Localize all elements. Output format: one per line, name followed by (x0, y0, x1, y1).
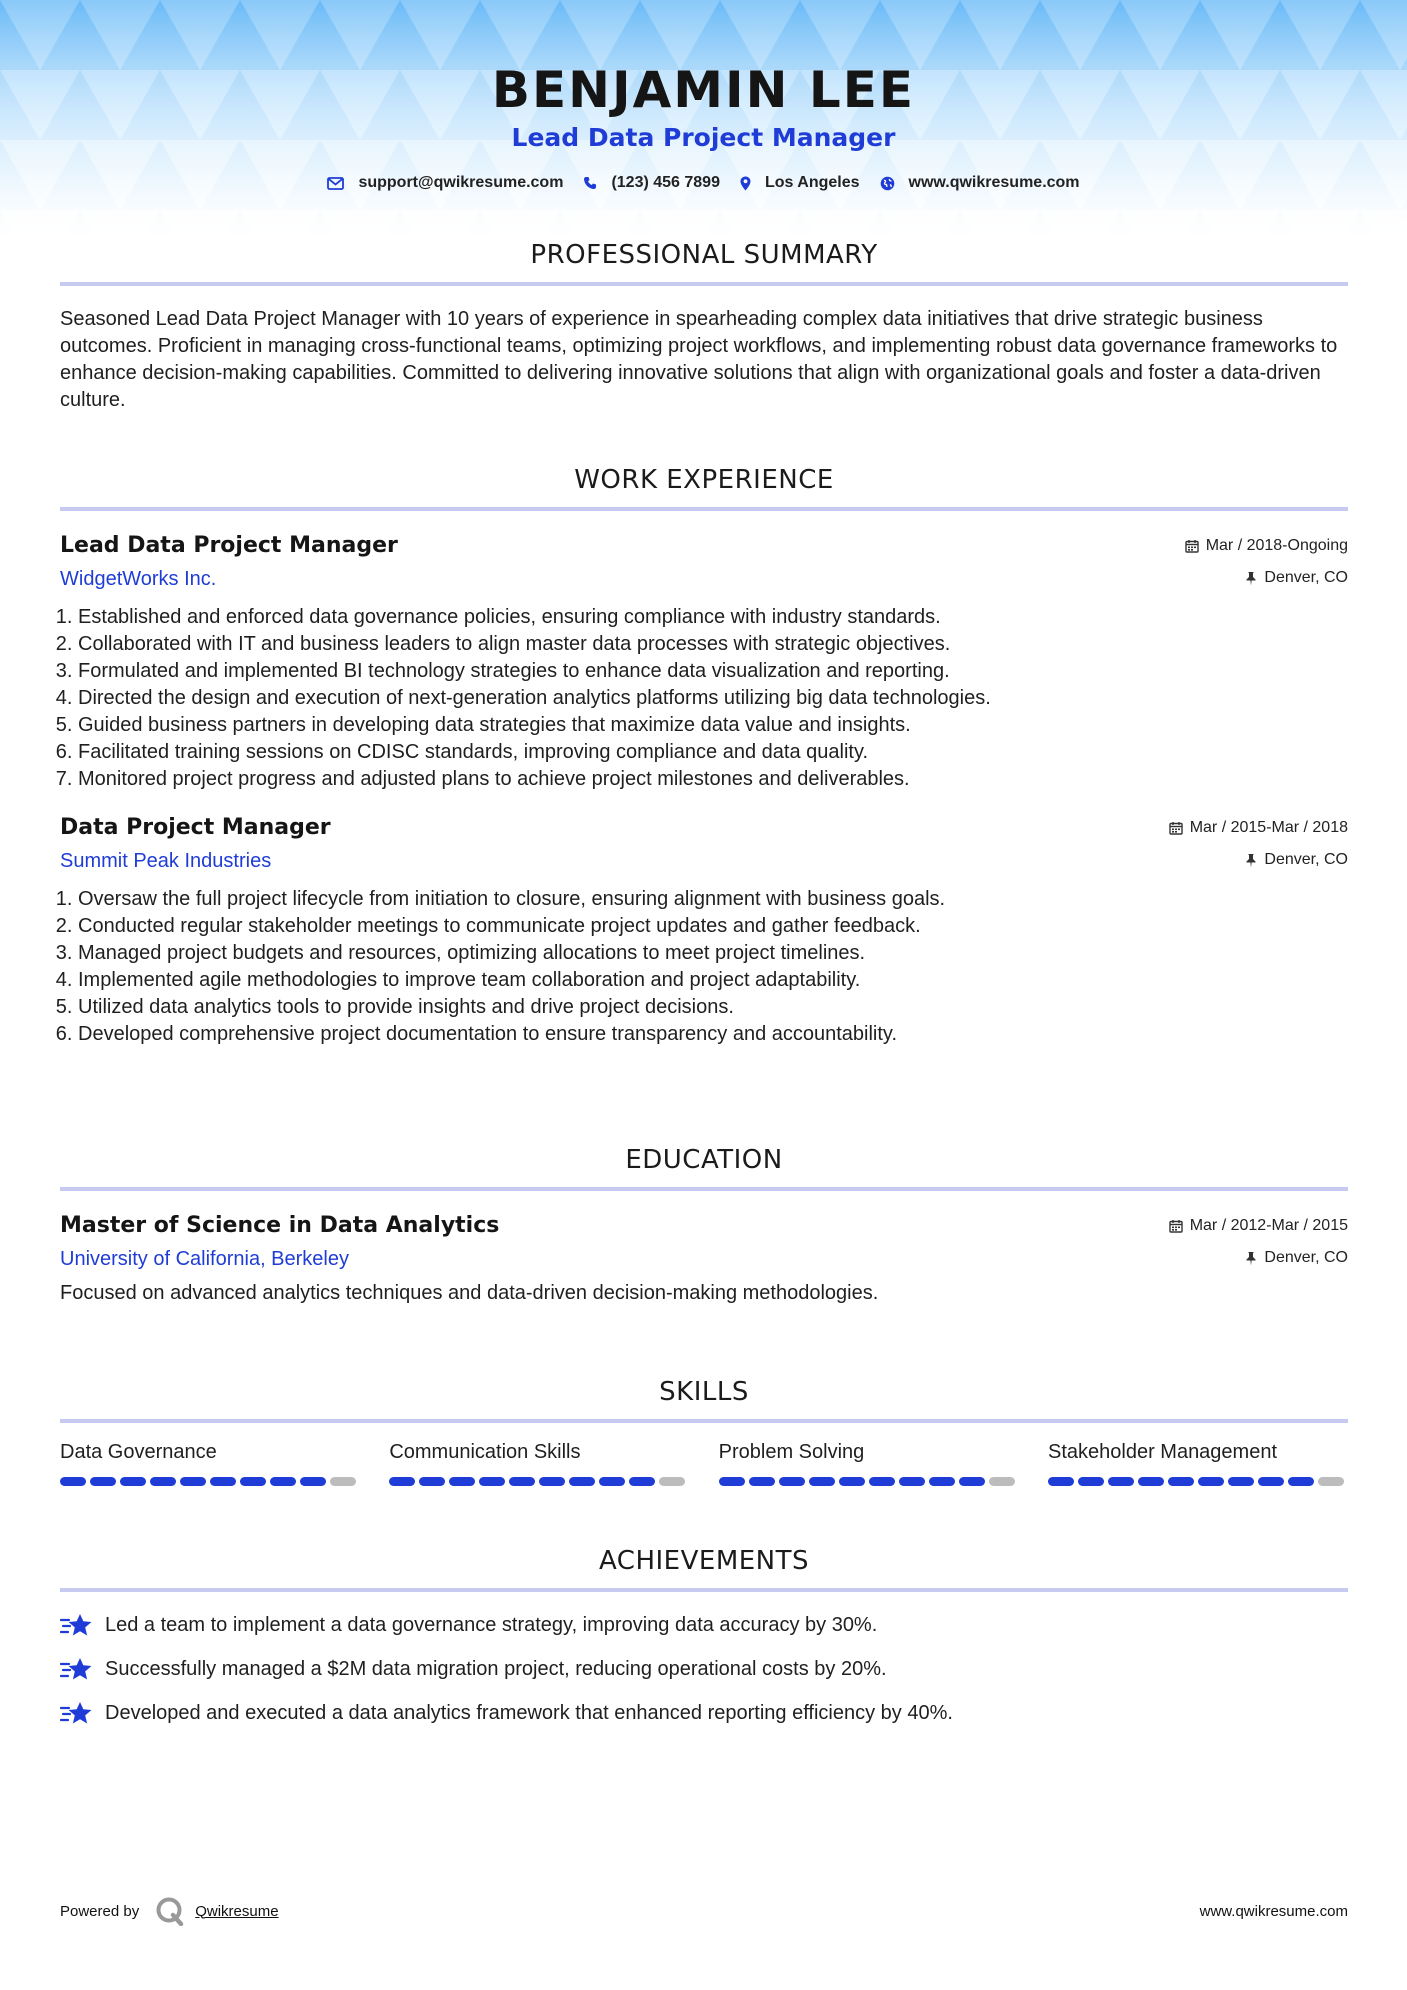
company-name: Summit Peak Industries (60, 850, 272, 872)
powered-by-label: Powered by (60, 1902, 140, 1920)
skill-item (1048, 1439, 1348, 1486)
skill-rating-segment (300, 1477, 326, 1486)
phone-icon (583, 176, 597, 190)
skills-heading: SKILLS (659, 1377, 749, 1407)
skill-rating (389, 1477, 689, 1486)
globe-icon (880, 176, 895, 191)
skill-name: Data Governance (60, 1441, 217, 1463)
skill-rating-segment (659, 1477, 685, 1486)
calendar-icon (1169, 821, 1183, 835)
school-name: University of California, Berkeley (60, 1248, 349, 1270)
pushpin-icon (1245, 853, 1257, 868)
skill-rating-segment (929, 1477, 955, 1486)
list-item: 1. Oversaw the full project lifecycle from initiation to closure, ensuring alignment with business goals. (78, 886, 1348, 913)
job-location (1245, 569, 1348, 587)
achievements-list (60, 1612, 1348, 1727)
map-pin-icon (740, 176, 751, 191)
email-text: support@qwikresume.com (358, 174, 564, 191)
job-entry (60, 531, 1348, 793)
skill-rating-segment (719, 1477, 745, 1486)
skill-rating-segment (419, 1477, 445, 1486)
skill-rating-segment (120, 1477, 146, 1486)
skill-rating (60, 1477, 360, 1486)
skill-rating-segment (60, 1477, 86, 1486)
achievement-item (60, 1656, 1348, 1683)
skill-rating-segment (240, 1477, 266, 1486)
skill-name: Communication Skills (389, 1441, 581, 1463)
skill-name: Problem Solving (718, 1441, 865, 1463)
star-icon (60, 1700, 93, 1727)
contact-phone[interactable] (583, 174, 720, 192)
achievement-text: Developed and executed a data analytics framework that enhanced reporting efficiency by 40%. (105, 1702, 953, 1724)
education-header (60, 1211, 1348, 1272)
list-item: 6. Facilitated training sessions on CDISC standards, improving compliance and data quality. (78, 739, 1348, 766)
job-entry (60, 813, 1348, 1048)
candidate-name: BENJAMIN LEE (491, 61, 916, 119)
education-description: Focused on advanced analytics techniques and data-driven decision-making methodologies. (60, 1282, 879, 1304)
skill-rating-segment (1228, 1477, 1254, 1486)
job-bullets (60, 604, 1348, 793)
section-divider (60, 1588, 1348, 1592)
envelope-icon (327, 177, 344, 190)
contact-email[interactable] (327, 174, 563, 192)
location-text: Los Angeles (764, 174, 860, 191)
contact-website[interactable] (880, 174, 1080, 192)
candidate-title: Lead Data Project Manager (511, 123, 896, 152)
list-item: 4. Directed the design and execution of next-generation analytics platforms utilizing big data technologies. (78, 685, 1348, 712)
skill-name: Stakeholder Management (1047, 1441, 1278, 1463)
section-divider (60, 507, 1348, 511)
summary-heading: PROFESSIONAL SUMMARY (530, 240, 878, 270)
skill-rating-segment (599, 1477, 625, 1486)
skill-rating-segment (1288, 1477, 1314, 1486)
achievements-heading: ACHIEVEMENTS (598, 1546, 810, 1576)
skill-rating-segment (1138, 1477, 1164, 1486)
achievement-text: Led a team to implement a data governance strategy, improving data accuracy by 30%. (105, 1614, 878, 1636)
job-location-text: Denver, CO (1264, 569, 1348, 586)
skill-rating-segment (330, 1477, 356, 1486)
powered-by (60, 1896, 279, 1926)
education-dates-text: Mar / 2012-Mar / 2015 (1189, 1217, 1348, 1234)
phone-text: (123) 456 7899 (611, 174, 720, 191)
list-item: 5. Guided business partners in developing data strategies that maximize data value and insights. (78, 712, 1348, 739)
section-divider (60, 282, 1348, 286)
skill-rating-segment (1048, 1477, 1074, 1486)
skill-rating-segment (1318, 1477, 1344, 1486)
list-item: 3. Formulated and implemented BI technology strategies to enhance data visualization and reporting. (78, 658, 1348, 685)
list-item: 7. Monitored project progress and adjusted plans to achieve project milestones and deliverables. (78, 766, 1348, 793)
education-location-text: Denver, CO (1264, 1249, 1348, 1266)
skill-item (60, 1439, 360, 1486)
list-item: 4. Implemented agile methodologies to improve team collaboration and project adaptability. (78, 967, 1348, 994)
section-divider (60, 1419, 1348, 1423)
skills-section (60, 1375, 1348, 1486)
contact-bar (0, 174, 1407, 192)
skill-rating-segment (389, 1477, 415, 1486)
list-item: 1. Established and enforced data governance policies, ensuring compliance with industry standards. (78, 604, 1348, 631)
experience-section (60, 463, 1348, 1048)
pushpin-icon (1245, 1251, 1257, 1266)
brand-link[interactable]: Qwikresume (195, 1902, 279, 1920)
job-dates-text: Mar / 2018-Ongoing (1205, 537, 1348, 554)
list-item: 3. Managed project budgets and resources, optimizing allocations to meet project timelines. (78, 940, 1348, 967)
contact-location (740, 174, 860, 192)
job-header (60, 813, 1348, 874)
skill-rating-segment (809, 1477, 835, 1486)
skill-rating-segment (869, 1477, 895, 1486)
skill-rating-segment (899, 1477, 925, 1486)
skill-rating-segment (1168, 1477, 1194, 1486)
footer-website[interactable]: www.qwikresume.com (1199, 1902, 1348, 1920)
skill-rating-segment (210, 1477, 236, 1486)
job-dates-text: Mar / 2015-Mar / 2018 (1189, 819, 1348, 836)
skill-item (389, 1439, 689, 1486)
list-item: 5. Utilized data analytics tools to provide insights and drive project decisions. (78, 994, 1348, 1021)
education-heading: EDUCATION (625, 1145, 783, 1175)
job-location (1245, 851, 1348, 869)
job-title: Data Project Manager (60, 815, 331, 840)
skills-row (60, 1439, 1348, 1486)
achievement-item (60, 1700, 1348, 1727)
achievements-section (60, 1544, 1348, 1744)
star-icon (60, 1656, 93, 1683)
job-header (60, 531, 1348, 592)
achievement-item (60, 1612, 1348, 1639)
degree-title: Master of Science in Data Analytics (60, 1213, 500, 1238)
skill-rating-segment (150, 1477, 176, 1486)
skill-rating-segment (569, 1477, 595, 1486)
summary-section (60, 238, 1348, 414)
skill-rating-segment (779, 1477, 805, 1486)
job-dates (1169, 819, 1348, 837)
skill-rating-segment (180, 1477, 206, 1486)
education-dates (1169, 1217, 1348, 1235)
calendar-icon (1185, 539, 1199, 553)
education-section (60, 1143, 1348, 1307)
job-dates (1185, 537, 1348, 555)
skill-rating-segment (749, 1477, 775, 1486)
qwikresume-logo-icon (155, 1896, 185, 1926)
skill-rating-segment (839, 1477, 865, 1486)
skill-rating-segment (479, 1477, 505, 1486)
skill-rating-segment (989, 1477, 1015, 1486)
star-icon (60, 1612, 93, 1639)
summary-text: Seasoned Lead Data Project Manager with 10 years of experience in spearheading complex data initiatives that drive strategic business outcomes. Proficient in managing cross-functional teams, optimizing project workflows, and implementing robust data governance frameworks to enhance decision-making capabilities. Committed to delivering innovative solutions that align with organizational goals and foster a data-driven culture. (60, 308, 1338, 411)
resume-header (0, 0, 1407, 192)
skill-rating (719, 1477, 1019, 1486)
job-location-text: Denver, CO (1264, 851, 1348, 868)
pushpin-icon (1245, 571, 1257, 586)
skill-rating-segment (1258, 1477, 1284, 1486)
job-bullets (60, 886, 1348, 1048)
job-title: Lead Data Project Manager (60, 533, 398, 558)
skill-rating (1048, 1477, 1348, 1486)
website-text: www.qwikresume.com (908, 174, 1080, 191)
skill-rating-segment (539, 1477, 565, 1486)
skill-rating-segment (449, 1477, 475, 1486)
company-name: WidgetWorks Inc. (60, 568, 217, 590)
list-item: 6. Developed comprehensive project documentation to ensure transparency and accountability. (78, 1021, 1348, 1048)
achievement-text: Successfully managed a $2M data migration project, reducing operational costs by 20%. (105, 1658, 887, 1680)
list-item: 2. Conducted regular stakeholder meetings to communicate project updates and gather feedback. (78, 913, 1348, 940)
skill-rating-segment (1108, 1477, 1134, 1486)
skill-rating-segment (959, 1477, 985, 1486)
education-location (1245, 1249, 1348, 1267)
skill-rating-segment (1198, 1477, 1224, 1486)
list-item: 2. Collaborated with IT and business leaders to align master data processes with strategic objectives. (78, 631, 1348, 658)
skill-item (719, 1439, 1019, 1486)
skill-rating-segment (509, 1477, 535, 1486)
skill-rating-segment (90, 1477, 116, 1486)
skill-rating-segment (270, 1477, 296, 1486)
skill-rating-segment (1078, 1477, 1104, 1486)
experience-heading: WORK EXPERIENCE (574, 465, 834, 495)
skill-rating-segment (629, 1477, 655, 1486)
calendar-icon (1169, 1219, 1183, 1233)
section-divider (60, 1187, 1348, 1191)
page-footer (60, 1896, 1348, 1926)
